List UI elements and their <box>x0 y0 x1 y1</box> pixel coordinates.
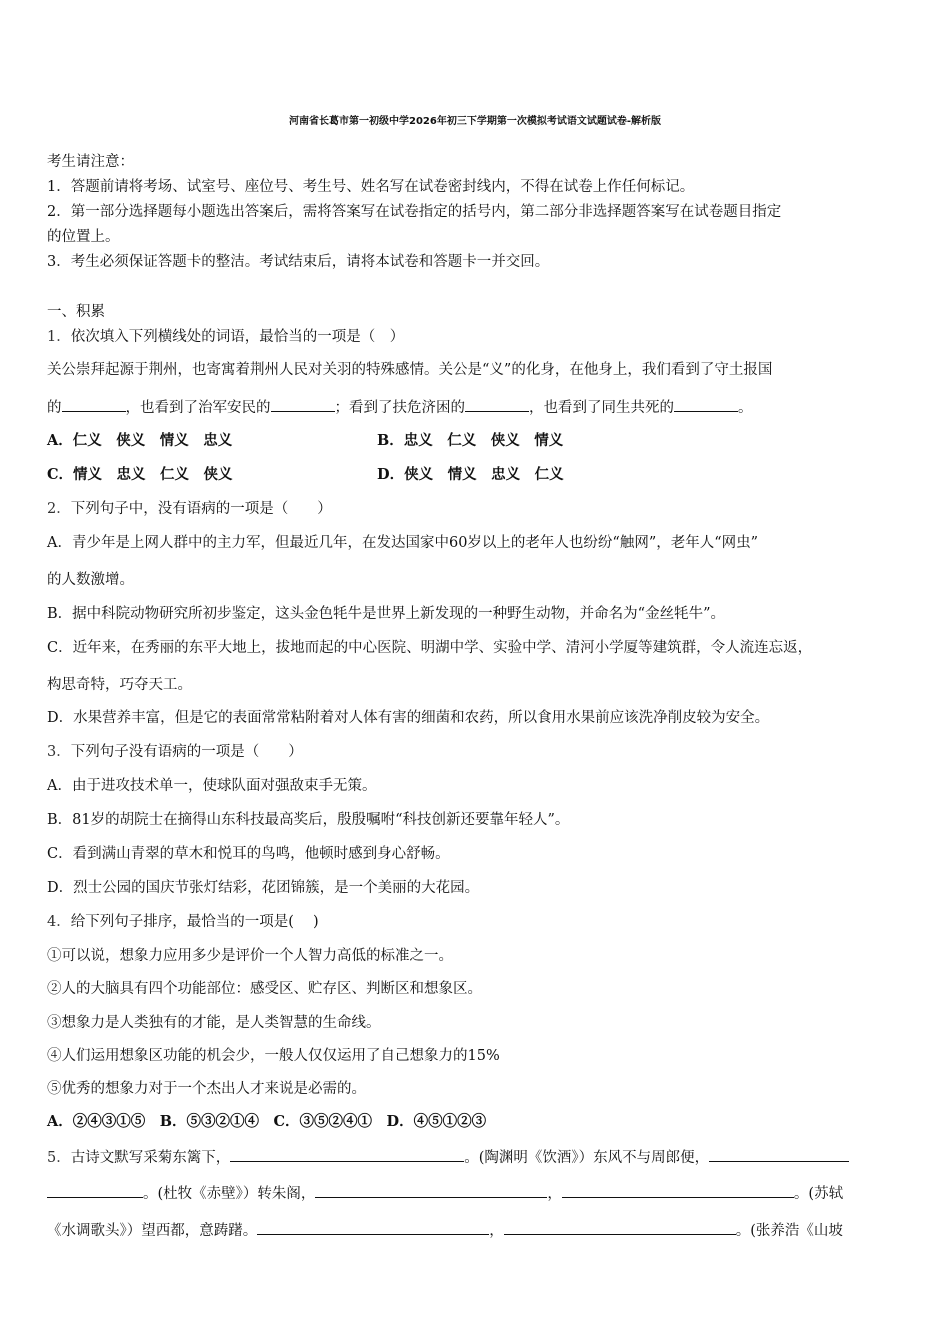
passage-text: ，也看到了同生共死的 <box>529 400 674 416</box>
fill-blank <box>62 397 126 412</box>
question-text: ， <box>547 1186 562 1202</box>
option-c-cont: 构思奇特，巧夺天工。 <box>47 677 192 693</box>
page-title: 河南省长葛市第一初级中学2026年初三下学期第一次模拟考试语文试题试卷-解析版 <box>289 116 661 127</box>
notice-item: 1．答题前请将考场、试室号、座位号、考生号、姓名写在试卷密封线内，不得在试卷上作任何标记。 <box>47 179 695 195</box>
option-b: B．据中科院动物研究所初步鉴定，这头金色牦牛是世界上新发现的一种野生动物，并命名为“金丝牦牛”。 <box>47 606 725 622</box>
notice-item: 3．考生必须保证答题卡的整洁。考试结束后，请将本试卷和答题卡一并交回。 <box>47 254 550 270</box>
question-text: 。(杜牧《赤壁》）转朱阁， <box>143 1186 316 1202</box>
question-5-line-3 <box>47 1220 843 1241</box>
question-text: 。(陶渊明《饮酒》）东风不与周郎便， <box>464 1150 710 1166</box>
option-a-cont: 的人数激增。 <box>47 572 134 588</box>
passage-text: 。 <box>738 400 753 416</box>
fill-blank <box>47 1183 143 1198</box>
question-5-line-1 <box>47 1147 849 1168</box>
option-d: D．侠义 情义 忠义 仁义 <box>377 466 564 483</box>
question-4-options: A．②④③①⑤ B．⑤③②①④ C．③⑤②④① D．④⑤①②③ <box>47 1113 487 1130</box>
option-b: B．81岁的胡院士在摘得山东科技最高奖后，殷殷嘱咐“科技创新还要靠年轻人”。 <box>47 812 570 828</box>
fill-blank <box>709 1147 849 1162</box>
question-text: 。(苏轼 <box>793 1186 844 1202</box>
question-text: 古诗文默写采菊东篱下， <box>70 1150 231 1166</box>
passage-text: ，也看到了治军安民的 <box>125 400 271 416</box>
question-3-stem <box>47 742 303 762</box>
option-c: C．近年来，在秀丽的东平大地上，拔地而起的中心医院、明湖中学、实验中学、清河小学厦等建筑群，令人流连忘返， <box>47 640 813 656</box>
option-c: C．情义 忠义 仁义 侠义 <box>47 466 233 483</box>
fill-blank <box>674 397 738 412</box>
option-d: D．水果营养丰富，但是它的表面常常粘附着对人体有害的细菌和农药，所以食用水果前应该洗净削皮较为安全。 <box>47 710 770 726</box>
question-number: 4． <box>47 914 71 930</box>
notice-item: 2．第一部分选择题每小题选出答案后，需将答案写在试卷指定的括号内，第二部分非选择题答案写在试卷题目指定 <box>47 204 782 220</box>
fill-blank <box>504 1220 736 1235</box>
option-c: C．看到满山青翠的草木和悦耳的鸟鸣，他顿时感到身心舒畅。 <box>47 846 450 862</box>
question-number: 2． <box>47 501 71 517</box>
passage-text: ；看到了扶危济困的 <box>334 400 465 416</box>
fill-blank <box>257 1220 489 1235</box>
passage-text: 的 <box>47 400 62 416</box>
question-1-passage-blanks <box>47 397 753 418</box>
question-text: 依次填入下列横线处的词语，最恰当的一项是（ ） <box>70 329 405 345</box>
notice-item: 的位置上。 <box>47 229 120 245</box>
question-text: 下列句子中，没有语病的一项是（ ） <box>70 501 332 517</box>
sentence-5: ⑤优秀的想象力对于一个杰出人才来说是必需的。 <box>47 1081 366 1097</box>
question-number: 5． <box>47 1150 71 1166</box>
question-text: 给下列句子排序，最恰当的一项是( ) <box>70 914 319 930</box>
question-text: 下列句子没有语病的一项是（ ） <box>70 744 303 760</box>
notice-heading: 考生请注意： <box>47 154 134 170</box>
question-5-line-2 <box>47 1183 843 1204</box>
option-a: A．仁义 侠义 情义 忠义 <box>47 432 233 449</box>
fill-blank <box>271 397 335 412</box>
fill-blank <box>465 397 529 412</box>
question-text: 。(张养浩《山坡 <box>735 1223 843 1239</box>
sentence-2: ②人的大脑具有四个功能部位：感受区、贮存区、判断区和想象区。 <box>47 981 482 997</box>
fill-blank <box>562 1183 794 1198</box>
question-text: 《水调歌头》）望西都，意踌躇。 <box>47 1223 258 1239</box>
option-d: D．烈士公园的国庆节张灯结彩，花团锦簇，是一个美丽的大花园。 <box>47 880 480 896</box>
sentence-1: ①可以说，想象力应用多少是评价一个人智力高低的标准之一。 <box>47 948 453 964</box>
fill-blank <box>315 1183 547 1198</box>
question-text: ， <box>489 1223 504 1239</box>
sentence-4: ④人们运用想象区功能的机会少，一般人仅仅运用了自己想象力的15% <box>47 1048 500 1064</box>
question-4-stem <box>47 912 319 932</box>
question-1-passage: 关公崇拜起源于荆州，也寄寓着荆州人民对关羽的特殊感情。关公是“义”的化身，在他身上，我们看到了守土报国 <box>47 362 773 378</box>
sentence-3: ③想象力是人类独有的才能，是人类智慧的生命线。 <box>47 1015 381 1031</box>
fill-blank <box>230 1147 464 1162</box>
question-number: 1． <box>47 329 71 345</box>
section-heading: 一、积累 <box>47 304 105 320</box>
option-a: A．青少年是上网人群中的主力军，但最近几年，在发达国家中60岁以上的老年人也纷纷“触网”，老年人“网虫” <box>47 535 759 551</box>
option-a: A．由于进攻技术单一，使球队面对强敌束手无策。 <box>47 778 377 794</box>
question-number: 3． <box>47 744 71 760</box>
question-2-stem <box>47 499 332 519</box>
option-b: B．忠义 仁义 侠义 情义 <box>377 432 564 449</box>
question-1-stem <box>47 327 404 347</box>
